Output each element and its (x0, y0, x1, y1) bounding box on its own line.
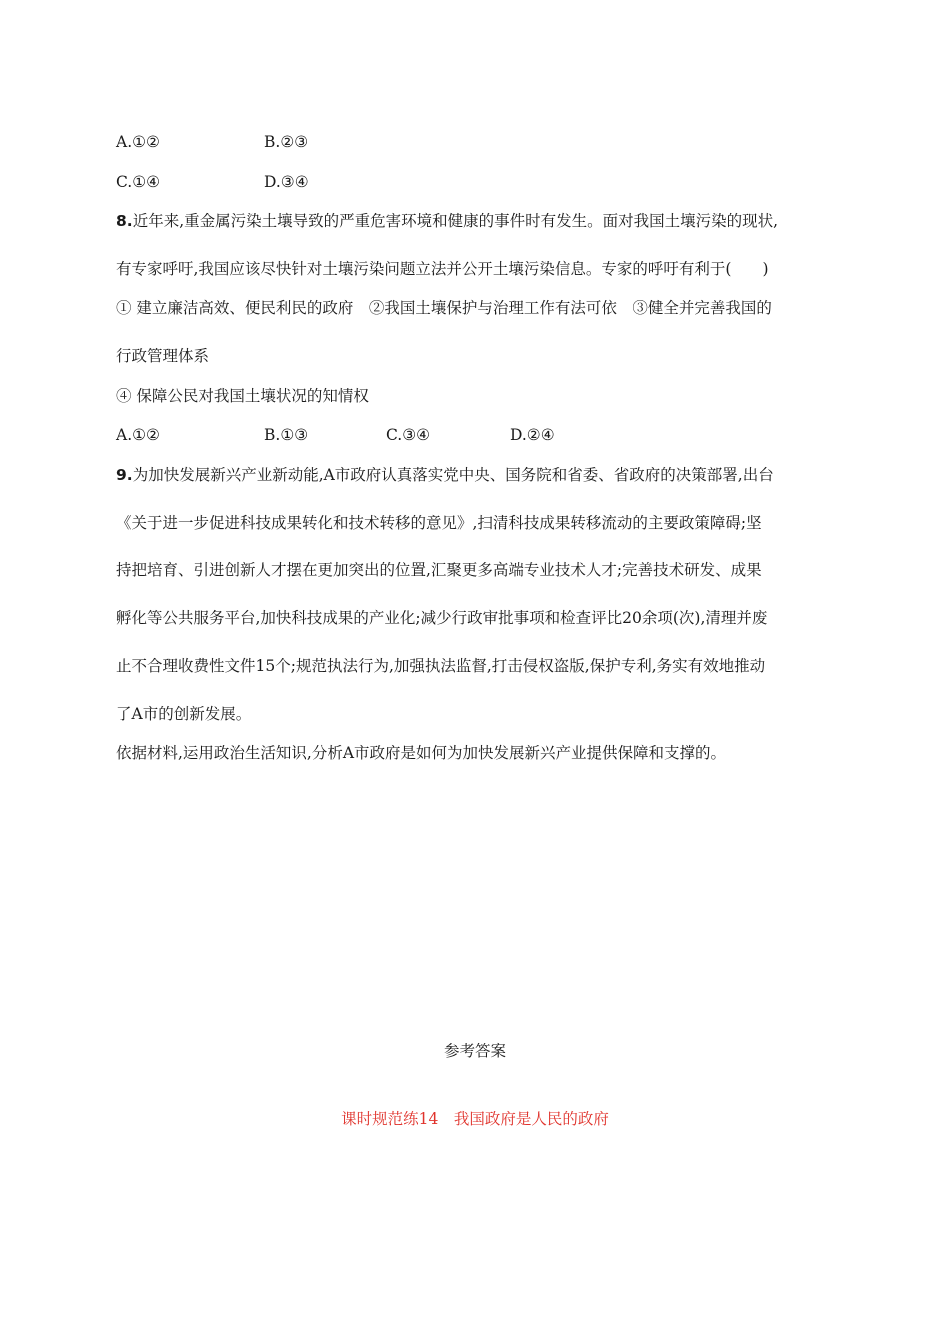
q8-stem-text-1: 近年来,重金属污染土壤导致的严重危害环境和健康的事件时有发生。面对我国土壤污染的现状, (132, 212, 779, 230)
q8-stem-line-1 (116, 211, 778, 231)
q9-material-line-6: 了A市的创新发展。 (116, 705, 252, 723)
answers-heading: 参考答案 (443, 1042, 506, 1060)
q9-material-line-3: 持把培育、引进创新人才摆在更加突出的位置,汇聚更多高端专业技术人才;完善技术研发、成果 (116, 561, 762, 579)
q8-item-1-cont: 行政管理体系 (116, 347, 210, 365)
q8-stem-line-2: 有专家呼吁,我国应该尽快针对土壤污染问题立法并公开土壤污染信息。专家的呼吁有利于( ) (116, 260, 769, 278)
q8-option-c: C.③④ (386, 426, 431, 444)
q9-material-line-4: 孵化等公共服务平台,加快科技成果的产业化;减少行政审批事项和检查评比20余项(次),清理并废 (116, 609, 768, 627)
q7-option-d: D.③④ (264, 173, 309, 191)
q8-number: 8. (116, 212, 133, 230)
q8-item-1: ① 建立廉洁高效、便民利民的政府 ②我国土壤保护与治理工作有法可依 ③健全并完善我国的 (116, 299, 772, 317)
q9-material-line-1 (116, 465, 774, 485)
q9-question: 依据材料,运用政治生活知识,分析A市政府是如何为加快发展新兴产业提供保障和支撑的。 (116, 744, 727, 762)
q8-item-4: ④ 保障公民对我国土壤状况的知情权 (116, 387, 369, 405)
q9-material-line-2: 《关于进一步促进科技成果转化和技术转移的意见》,扫清科技成果转移流动的主要政策障碍;坚 (116, 514, 762, 532)
q9-material-line-5: 止不合理收费性文件15个;规范执法行为,加强执法监督,打击侵权盗版,保护专利,务实有效地推动 (116, 657, 766, 675)
q8-option-a: A.①② (116, 426, 160, 444)
q7-option-b: B.②③ (264, 133, 309, 151)
q9-number: 9. (116, 466, 133, 484)
q8-option-d: D.②④ (510, 426, 555, 444)
answers-subheading: 课时规范练14 我国政府是人民的政府 (341, 1110, 609, 1128)
q9-material-text-1: 为加快发展新兴产业新动能,A市政府认真落实党中央、国务院和省委、省政府的决策部署,出台 (132, 466, 774, 484)
q8-option-b: B.①③ (264, 426, 309, 444)
q7-option-c: C.①④ (116, 173, 161, 191)
q7-option-a: A.①② (116, 133, 160, 151)
